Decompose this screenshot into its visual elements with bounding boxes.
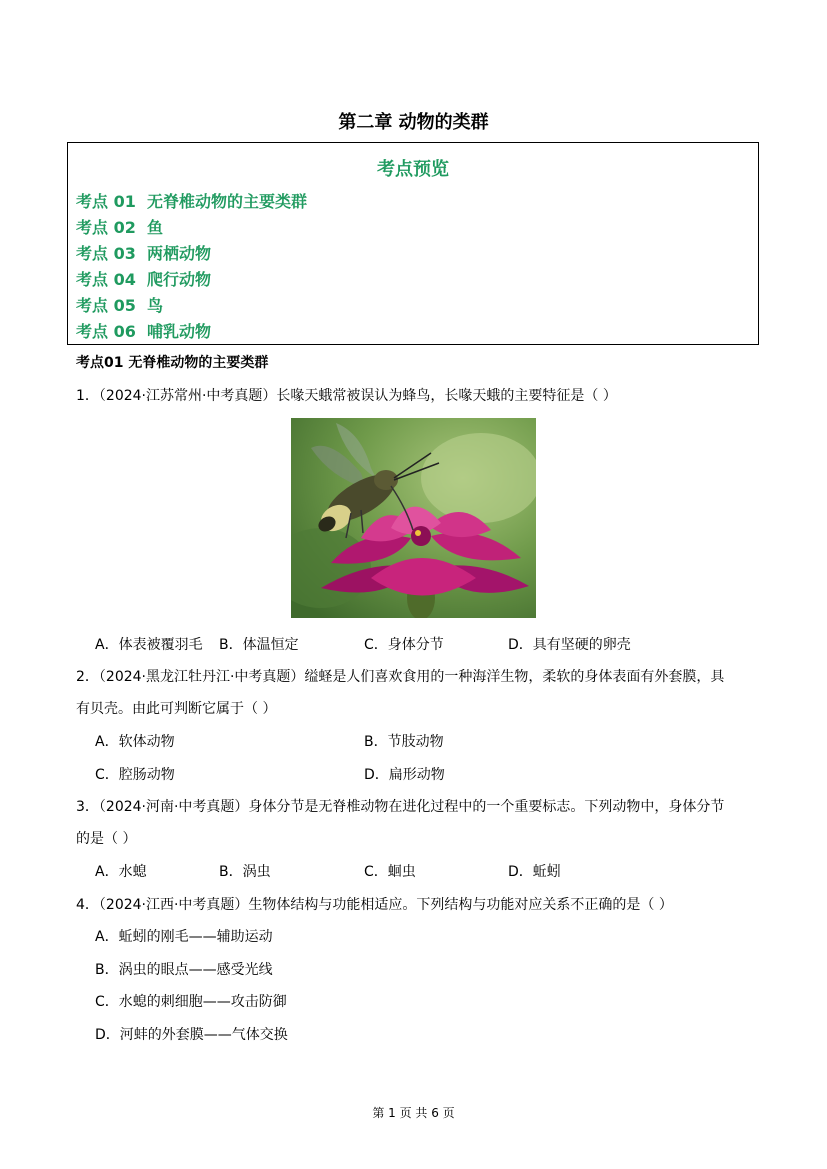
page-footer: 第 1 页 共 6 页 xyxy=(372,1106,455,1120)
preview-item xyxy=(76,293,163,316)
option: A．体表被覆羽毛 xyxy=(95,637,203,653)
option: D．扁形动物 xyxy=(364,767,445,783)
option: B．节肢动物 xyxy=(364,734,444,750)
preview-item-label: 爬行动物 xyxy=(147,270,212,289)
question-stem: 有贝壳。由此可判断它属于（ ） xyxy=(76,701,277,717)
question-stem: 3．（2024·河南·中考真题）身体分节是无脊椎动物在进化过程中的一个重要标志。下列动物中，身体分节 xyxy=(76,799,725,815)
option: D．蚯蚓 xyxy=(508,864,561,880)
option: C．水螅的刺细胞——攻击防御 xyxy=(95,994,287,1010)
section-heading: 考点01 无脊椎动物的主要类群 xyxy=(76,355,269,371)
hawk-moth-photo xyxy=(291,418,536,618)
option: A．水螅 xyxy=(95,864,147,880)
preview-item-code: 考点 01 xyxy=(76,192,136,211)
preview-heading: 考点预览 xyxy=(377,159,449,180)
option: B．涡虫 xyxy=(219,864,271,880)
preview-item xyxy=(76,267,211,290)
preview-item-code: 考点 04 xyxy=(76,270,136,289)
preview-item-code: 考点 05 xyxy=(76,296,136,315)
preview-item-code: 考点 02 xyxy=(76,218,136,237)
option: B．体温恒定 xyxy=(219,637,299,653)
question-stem: 1．（2024·江苏常州·中考真题）长喙天蛾常被误认为蜂鸟，长喙天蛾的主要特征是（ ） xyxy=(76,388,617,404)
preview-item xyxy=(76,241,211,264)
option: D．河蚌的外套膜——气体交换 xyxy=(95,1027,288,1043)
preview-item xyxy=(76,319,211,342)
preview-item-label: 哺乳动物 xyxy=(147,322,212,341)
question-stem: 2．（2024·黑龙江牡丹江·中考真题）缢蛏是人们喜欢食用的一种海洋生物，柔软的身体表面有外套膜，具 xyxy=(76,669,725,685)
preview-box xyxy=(67,142,759,345)
option: A．软体动物 xyxy=(95,734,175,750)
preview-item-code: 考点 03 xyxy=(76,244,136,263)
question-stem: 4．（2024·江西·中考真题）生物体结构与功能相适应。下列结构与功能对应关系不正确的是（ ） xyxy=(76,897,673,913)
option: B．涡虫的眼点——感受光线 xyxy=(95,962,273,978)
preview-item-code: 考点 06 xyxy=(76,322,136,341)
option: C．腔肠动物 xyxy=(95,767,175,783)
option: A．蚯蚓的刚毛——辅助运动 xyxy=(95,929,273,945)
preview-item-label: 无脊椎动物的主要类群 xyxy=(147,192,308,211)
preview-item xyxy=(76,189,307,212)
option: C．蛔虫 xyxy=(364,864,416,880)
option: D．具有坚硬的卵壳 xyxy=(508,637,631,653)
preview-item-label: 两栖动物 xyxy=(147,244,212,263)
question-stem: 的是（ ） xyxy=(76,831,137,847)
preview-item-label: 鱼 xyxy=(147,218,164,237)
page-title: 第二章 动物的类群 xyxy=(338,112,489,133)
option: C．身体分节 xyxy=(364,637,444,653)
preview-item xyxy=(76,215,163,238)
preview-item-label: 鸟 xyxy=(147,296,164,315)
